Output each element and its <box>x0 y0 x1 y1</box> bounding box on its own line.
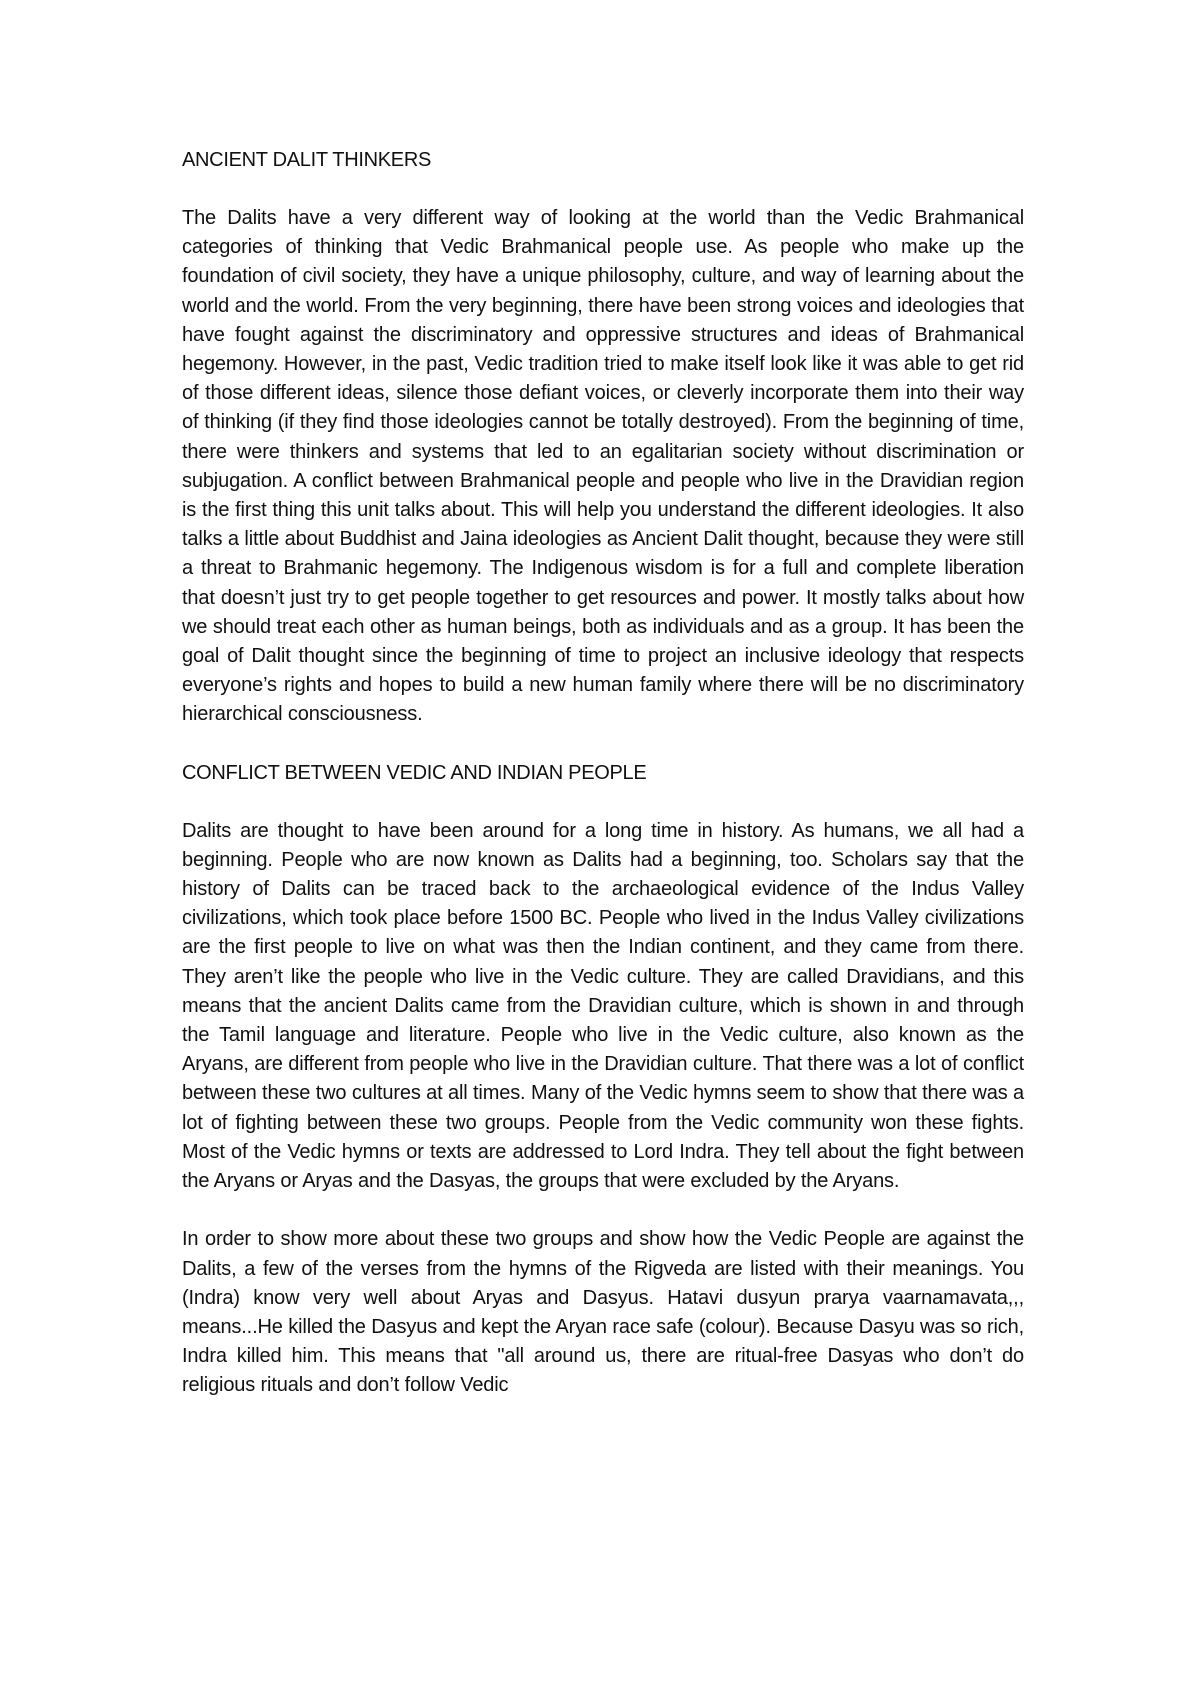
section-heading-conflict: CONFLICT BETWEEN VEDIC AND INDIAN PEOPLE <box>182 761 647 784</box>
section-heading-ancient-dalit-thinkers: ANCIENT DALIT THINKERS <box>182 149 432 171</box>
document-body <box>182 146 1024 1430</box>
paragraph-rigveda-verses: In order to show more about these two groups and show how the Vedic People are against the Dalits, a few of the verses from the hymns of the Rigveda are listed with their meanings. You (Indra) know very well about Aryas and Dasyus. Hatavi dusyun prarya vaarnamavata,,, means...He killed the Dasyus and kept the Aryan race safe (colour). Because Dasyu was so rich, Indra killed him. This means that "all around us, there are ritual-free Dasyas who don’t do religious rituals and don’t follow Vedic <box>182 1228 1024 1397</box>
paragraph-conflict-history: Dalits are thought to have been around for a long time in history. As humans, we all had a beginning. People who are now known as Dalits had a beginning, too. Scholars say that the history of Dalits can be traced back to the archaeological evidence of the Indus Valley civilizations, which took place before 1500 BC. People who lived in the Indus Valley civilizations are the first people to live on what was then the Indian continent, and they came from there. They aren’t like the people who live in the Vedic culture. They are called Dravidians, and this means that the ancient Dalits came from the Dravidian culture, which is shown in and through the Tamil language and literature. People who live in the Vedic culture, also known as the Aryans, are different from people who live in the Dravidian culture. That there was a lot of conflict between these two cultures at all times. Many of the Vedic hymns seem to show that there was a lot of fighting between these two groups. People from the Vedic community won these fights. Most of the Vedic hymns or texts are addressed to Lord Indra. They tell about the fight between the Aryans or Aryas and the Dasyas, the groups that were excluded by the Aryans. <box>182 819 1024 1193</box>
paragraph-intro: The Dalits have a very different way of looking at the world than the Vedic Brahmanical categories of thinking that Vedic Brahmanical people use. As people who make up the foundation of civil society, they have a unique philosophy, culture, and way of learning about the world and the world. From the very beginning, there have been strong voices and ideologies that have fought against the discriminatory and oppressive structures and ideas of Brahmanical hegemony. However, in the past, Vedic tradition tried to make itself look like it was able to get rid of those different ideas, silence those defiant voices, or cleverly incorporate them into their way of thinking (if they find those ideologies cannot be totally destroyed). From the beginning of time, there were thinkers and systems that led to an egalitarian society without discrimination or subjugation. A conflict between Brahmanical people and people who live in the Dravidian region is the first thing this unit talks about. This will help you understand the different ideologies. It also talks a little about Buddhist and Jaina ideologies as Ancient Dalit thought, because they were still a threat to Brahmanic hegemony. The Indigenous wisdom is for a full and complete liberation that doesn’t just try to get people together to get resources and power. It mostly talks about how we should treat each other as human beings, both as individuals and as a group. It has been the goal of Dalit thought since the beginning of time to project an inclusive ideology that respects everyone’s rights and hopes to build a new human family where there will be no discriminatory hierarchical consciousness. <box>182 207 1024 726</box>
